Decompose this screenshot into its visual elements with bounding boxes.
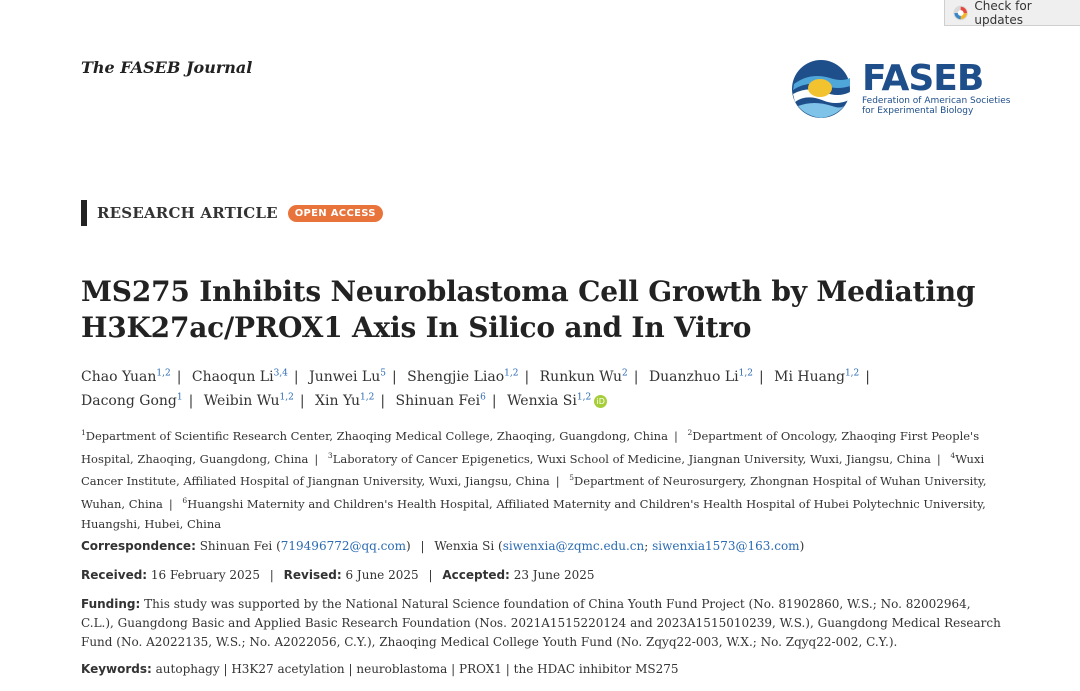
crossmark-icon (953, 5, 968, 21)
author-xin-yu[interactable]: Xin Yu$^{1,2}$ (315, 392, 375, 410)
affiliation-4: $^4$Wuxi Cancer Institute, Affiliated Hospital of Jiangnan University, Wuxi, Jiangsu, China (81, 450, 985, 489)
author-weibin-wu[interactable]: Weibin Wu$^{1,2}$ (203, 392, 294, 410)
check-for-updates-button[interactable] (944, 0, 1080, 26)
author-mi-huang[interactable]: Mi Huang$^{1,2}$ (774, 368, 860, 385)
faseb-logo-text: FASEB (862, 58, 984, 99)
faseb-globe-icon (790, 58, 852, 120)
article-dates: Received: 16 February 2025 | Revised: 6 June 2025 | Accepted: 23 June 2025 (81, 568, 595, 582)
affiliations: $^1$Department of Scientific Research Center, Zhaoqing Medical College, Zhaoqing, Guangdong, China | $^2$Department of Oncology, Zhaoqing First People's Hospital, Zhaoqing, Guangdong, China | $^3$Laboratory of Cancer Epigenetics, Wuxi School of Medicine, Jiangnan University, Wuxi, Jiangsu, China | $^4$Wuxi Cancer Institute, Affiliated Hospital of Jiangnan University, Wuxi, Jiangsu, China | $^5$Department of Neurosurgery, Zhongnan Hospital of Wuhan University, Wuhan, China | $^6$Huangshi Maternity and Children's Health Hospital, Affiliated Maternity and Children's Health Hospital of Hubei Polytechnic University, Huangshi, Hubei, China (81, 428, 987, 532)
correspondence-label: Correspondence: (81, 539, 196, 553)
affiliation-1: $^1$Department of Scientific Research Center, Zhaoqing Medical College, Zhaoqing, Guangdong, China (81, 428, 668, 443)
article-type-label: RESEARCH ARTICLE (97, 204, 278, 222)
article-type-row (81, 200, 383, 226)
author-junwei-lu[interactable]: Junwei Lu$^5$ (309, 368, 386, 385)
author-chaoqun-li[interactable]: Chaoqun Li$^{3,4}$ (191, 368, 288, 385)
author-dacong-gong[interactable]: Dacong Gong$^1$ (81, 392, 183, 410)
author-shengjie-liao[interactable]: Shengjie Liao$^{1,2}$ (407, 368, 519, 385)
keyword[interactable]: PROX1 (459, 662, 502, 676)
author-chao-yuan[interactable]: Chao Yuan$^{1,2}$ (81, 368, 171, 385)
orcid-icon[interactable]: iD (594, 395, 607, 408)
keywords-label: Keywords: (81, 662, 152, 676)
email-link[interactable]: siwenxia@zqmc.edu.cn (502, 539, 645, 553)
affiliation-5: $^5$Department of Neurosurgery, Zhongnan Hospital of Wuhan University, Wuhan, China (81, 473, 987, 512)
keyword[interactable]: the HDAC inhibitor MS275 (513, 662, 679, 676)
faseb-logo-subtitle-1: Federation of American Societies (862, 96, 1011, 106)
author-list: Chao Yuan$^{1,2}$ | Chaoqun Li$^{3,4}$ | Junwei Lu$^5$ | Shengjie Liao$^{1,2}$ | Runkun Wu$^2$ | Duanzhuo Li$^{1,2}$ | Mi Huang$^{1,2}$ | Dacong Gong$^1$ | Weibin Wu$^{1,2}$ | Xin Yu$^{1,2}$ | Shinuan Fei$^6$ | Wenxia Si$^{1,2}$ iD (81, 368, 870, 410)
received-date: 16 February 2025 (150, 568, 260, 582)
funding (81, 595, 1001, 652)
keyword[interactable]: autophagy (155, 662, 220, 676)
article-type-marker (81, 200, 87, 226)
faseb-logo-subtitle-2: for Experimental Biology (862, 106, 974, 116)
email-link[interactable]: 719496772@qq.com (280, 539, 406, 553)
keyword[interactable]: H3K27 acetylation (231, 662, 345, 676)
check-for-updates-label: Check for updates (974, 0, 1032, 27)
keyword[interactable]: neuroblastoma (356, 662, 448, 676)
funding-label: Funding: (81, 597, 141, 611)
author-wenxia-si[interactable]: Wenxia Si$^{1,2}$ (507, 392, 592, 410)
affiliation-2: $^2$Department of Oncology, Zhaoqing First People's Hospital, Zhaoqing, Guangdong, China (81, 428, 980, 466)
correspondence: Correspondence: Shinuan Fei (719496772@qq.com) | Wenxia Si (siwenxia@zqmc.edu.cn; siwenxia1573@163.com) (81, 539, 805, 553)
affiliation-3: $^3$Laboratory of Cancer Epigenetics, Wuxi School of Medicine, Jiangnan University, Wuxi, Jiangsu, China (327, 450, 931, 466)
author-shinuan-fei[interactable]: Shinuan Fei$^6$ (395, 392, 486, 410)
funding-text: This study was supported by the National Natural Science foundation of China Youth Fund Project (No. 81902860, W.S.; No. 82002964, C.L.), Guangdong Basic and Applied Basic Research Foundation (Nos. 2021A1515220124 and 2023A1515010239, W.S.), Guangdong Medical Research Fund (No. A2022135, W.S.; No. A2022056, C.Y.), Zhaoqing Medical College Youth Fund (No. Zqyq22-003, W.X.; No. Zqyq22-002, C.Y.). (81, 597, 1001, 649)
revised-date: 6 June 2025 (345, 568, 419, 582)
article-title: MS275 Inhibits Neuroblastoma Cell Growth by Mediating H3K27ac/PROX1 Axis In Silico and In Vitro (81, 275, 976, 344)
email-link[interactable]: siwenxia1573@163.com (652, 539, 800, 553)
faseb-logo (790, 58, 1010, 120)
keywords: Keywords: autophagy | H3K27 acetylation | neuroblastoma | PROX1 | the HDAC inhibitor MS275 (81, 662, 679, 676)
author-duanzhuo-li[interactable]: Duanzhuo Li$^{1,2}$ (648, 368, 753, 385)
author-runkun-wu[interactable]: Runkun Wu$^2$ (539, 368, 628, 385)
journal-name: The FASEB Journal (81, 58, 253, 77)
accepted-date: 23 June 2025 (513, 568, 595, 582)
open-access-badge[interactable]: OPEN ACCESS (288, 205, 383, 222)
affiliation-6: $^6$Huangshi Maternity and Children's Health Hospital, Affiliated Maternity and Children's Health Hospital of Hubei Polytechnic University, Huangshi, Hubei, China (81, 496, 986, 532)
